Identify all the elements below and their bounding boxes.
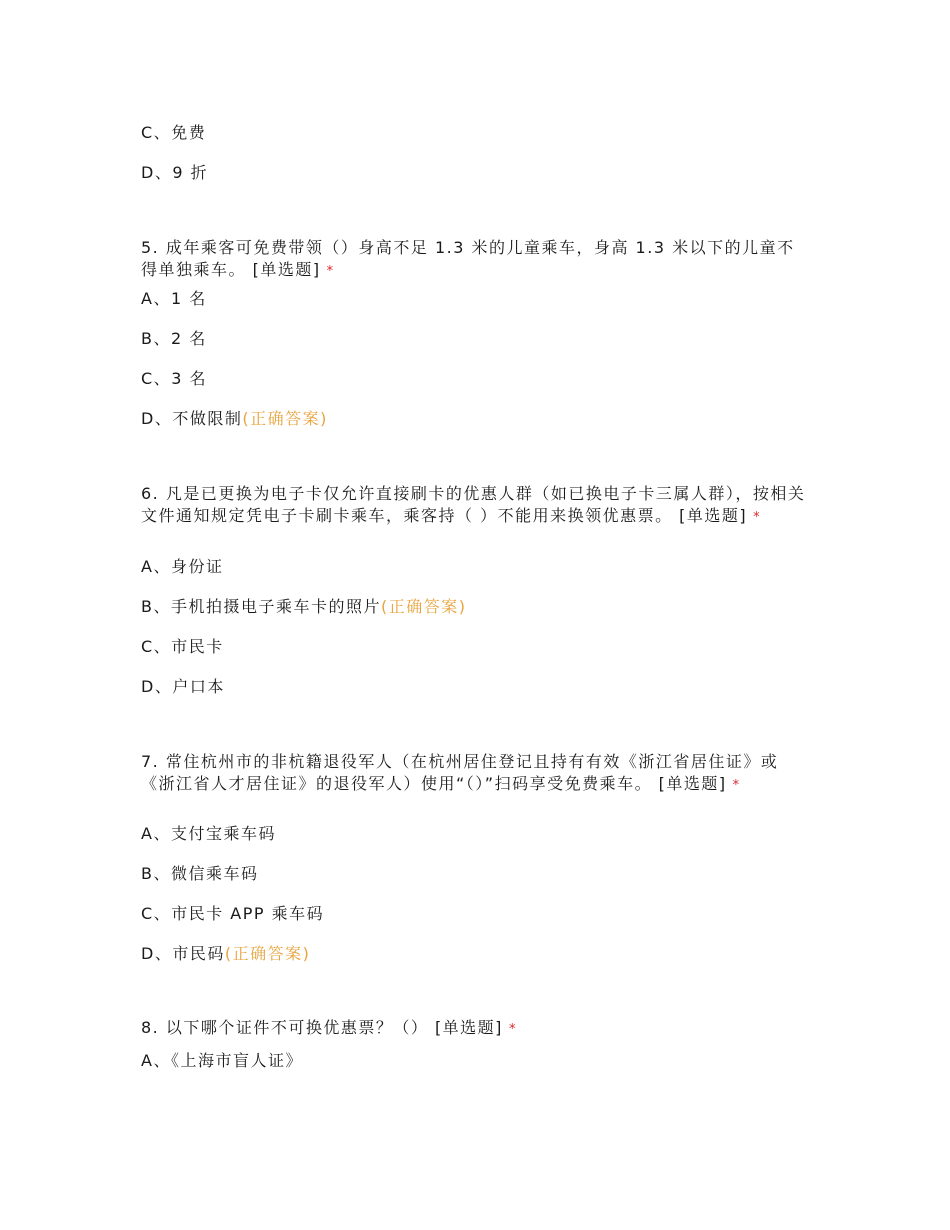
option-q7-d <box>141 943 310 965</box>
option-letter: B、 <box>141 597 171 616</box>
option-q4-d <box>141 162 208 184</box>
correct-answer-label: (正确答案) <box>381 597 467 616</box>
option-text: 不做限制 <box>172 409 243 428</box>
option-letter: C、 <box>141 369 172 388</box>
option-q8-a <box>141 1050 303 1072</box>
correct-answer-label: (正确答案) <box>224 944 311 963</box>
required-mark: * <box>732 778 741 793</box>
option-q6-d <box>141 676 225 698</box>
required-mark: * <box>753 510 762 525</box>
option-q7-c <box>141 903 324 925</box>
option-text: 市民卡 <box>171 637 224 656</box>
question-text: 8. 以下哪个证件不可换优惠票？（） [单选题] <box>141 1018 503 1037</box>
option-text: 2 名 <box>170 329 207 348</box>
option-letter: A、 <box>141 824 171 843</box>
required-mark: * <box>326 264 335 279</box>
option-letter: D、 <box>141 677 173 696</box>
option-text: 手机拍摄电子乘车卡的照片 <box>170 597 381 616</box>
option-text: 支付宝乘车码 <box>170 824 276 843</box>
option-text: 市民码 <box>172 944 225 963</box>
option-text: 户口本 <box>172 677 225 696</box>
question-6-text <box>141 483 809 529</box>
option-letter: A、 <box>141 557 171 576</box>
question-5-text <box>141 237 809 283</box>
option-q6-b <box>141 596 467 618</box>
correct-answer-label: (正确答案) <box>242 409 328 428</box>
question-text: 6. 凡是已更换为电子卡仅允许直接刷卡的优惠人群（如已换电子卡三属人群），按相关文件通知规定凭电子卡刷卡乘车，乘客持（ ）不能用来换领优惠票。 [单选题] <box>141 484 806 525</box>
option-q4-c <box>141 122 206 144</box>
option-q5-c <box>141 368 207 390</box>
option-text: 《上海市盲人证》 <box>170 1051 303 1070</box>
question-7-text <box>141 751 809 797</box>
option-letter: A、 <box>141 289 171 308</box>
option-letter: B、 <box>141 329 171 348</box>
option-q5-d <box>141 408 328 430</box>
option-letter: D、 <box>141 944 173 963</box>
question-text: 7. 常住杭州市的非杭籍退役军人（在杭州居住登记且持有有效《浙江省居住证》或《浙江省人才居住证》的退役军人）使用“（）”扫码享受免费乘车。 [单选题] <box>141 752 779 793</box>
required-mark: * <box>508 1022 517 1037</box>
option-letter: D、 <box>141 163 173 182</box>
option-letter: C、 <box>141 123 172 142</box>
option-text: 1 名 <box>170 289 207 308</box>
option-letter: B、 <box>141 864 171 883</box>
option-letter: C、 <box>141 637 172 656</box>
option-text: 3 名 <box>171 369 207 388</box>
option-text: 免费 <box>171 123 207 142</box>
option-q7-b <box>141 863 259 885</box>
option-letter: A、 <box>141 1051 171 1070</box>
option-q5-b <box>141 328 207 350</box>
question-text: 5. 成年乘客可免费带领（）身高不足 1.3 米的儿童乘车，身高 1.3 米以下的儿童不得单独乘车。 [单选题] <box>141 238 795 279</box>
option-text: 市民卡 APP 乘车码 <box>171 904 325 923</box>
option-letter: C、 <box>141 904 172 923</box>
option-q6-a <box>141 556 223 578</box>
option-q5-a <box>141 288 207 310</box>
option-q7-a <box>141 823 276 845</box>
option-text: 9 折 <box>172 163 209 182</box>
question-8-text <box>141 1017 809 1041</box>
option-q6-c <box>141 636 224 658</box>
option-letter: D、 <box>141 409 173 428</box>
option-text: 微信乘车码 <box>170 864 259 883</box>
option-text: 身份证 <box>170 557 224 576</box>
